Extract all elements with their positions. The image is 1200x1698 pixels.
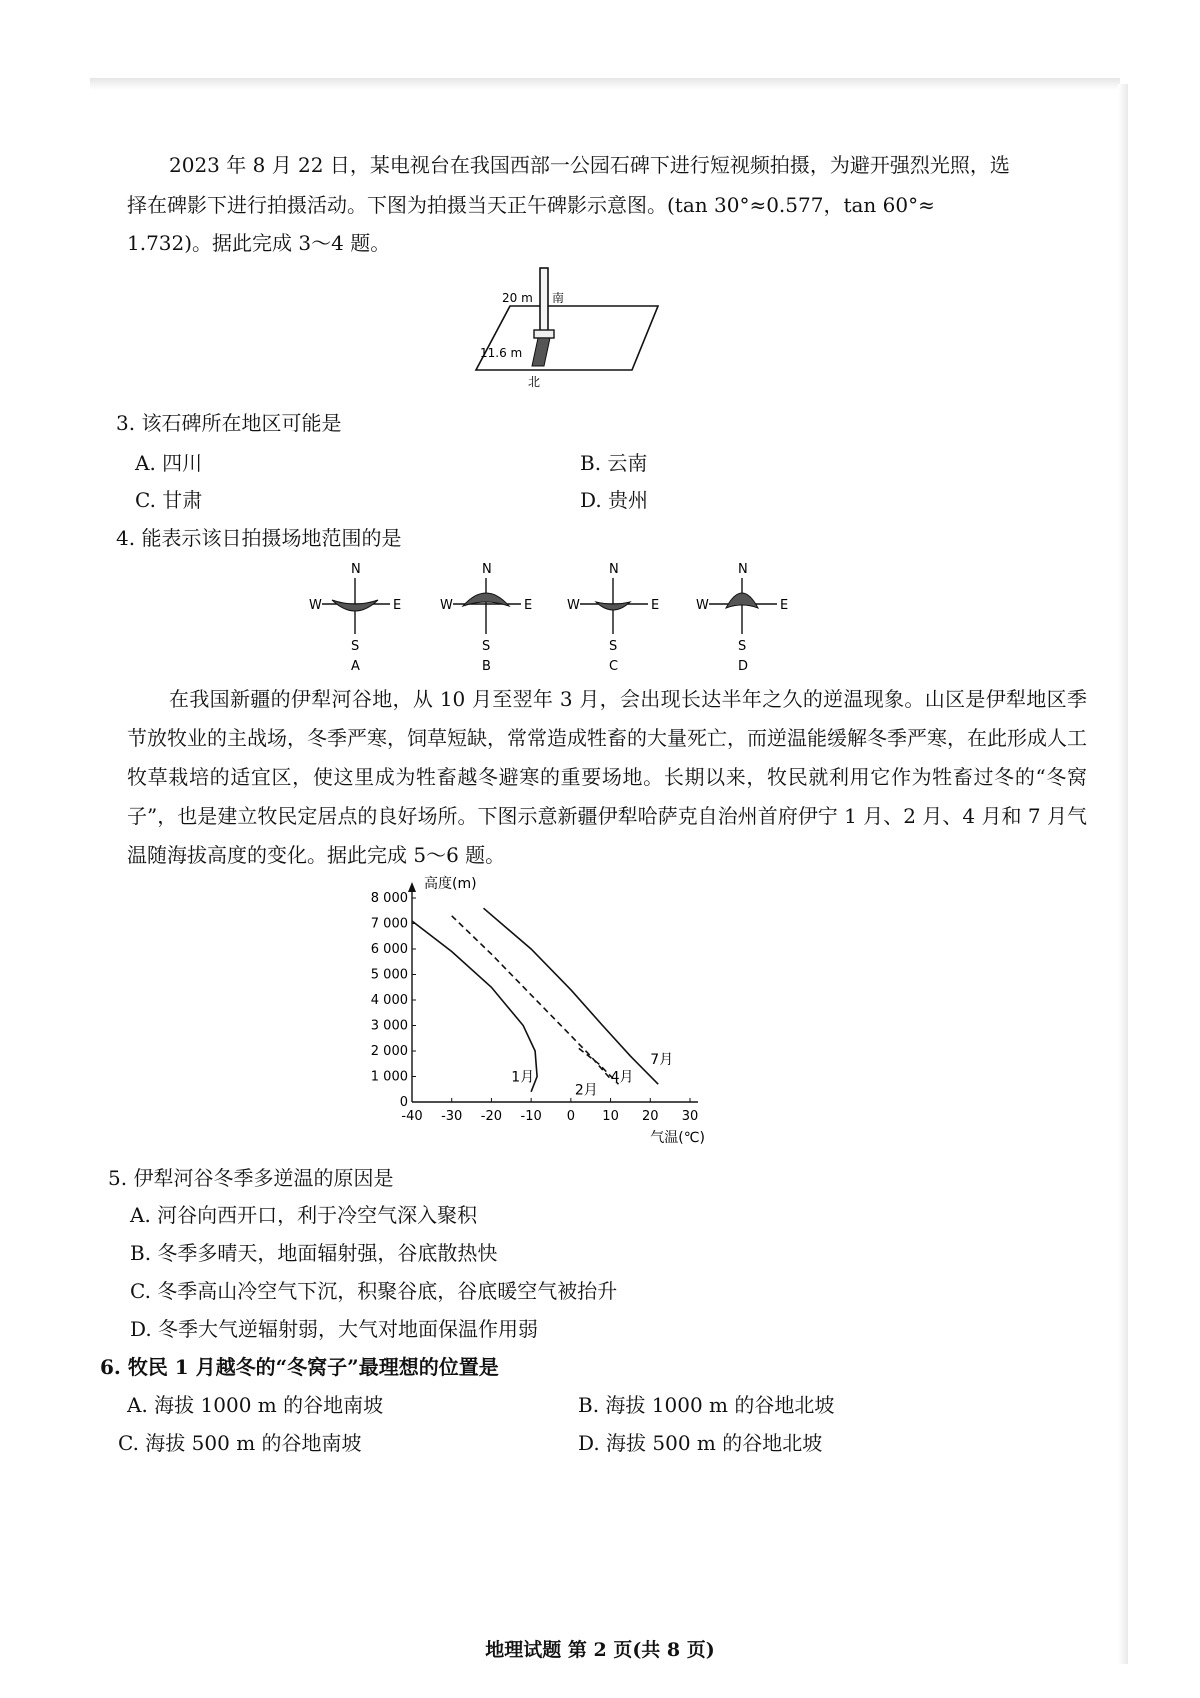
compass-option-a [309, 562, 401, 674]
q6-option-d: D. 海拔 500 m 的谷地北坡 [578, 1431, 823, 1455]
x-axis-label: 气温(℃) [650, 1130, 705, 1146]
x-tick-label: -30 [441, 1109, 463, 1124]
q5-option-d: D. 冬季大气逆辐射弱，大气对地面保温作用弱 [130, 1317, 539, 1341]
y-tick-label: 6 000 [370, 942, 408, 957]
north-label-a: N [351, 562, 361, 577]
north-label-d: N [738, 562, 748, 577]
series-label-2: 4月 [610, 1069, 634, 1086]
compass-option-b [440, 562, 532, 674]
south-label: 南 [552, 291, 565, 305]
page-footer: 地理试题 第 2 页(共 8 页) [485, 1639, 715, 1661]
y-tick-label: 5 000 [370, 967, 408, 983]
south-label-a: S [351, 639, 360, 654]
y-tick-label: 7 000 [370, 916, 408, 932]
south-label-c: S [609, 639, 618, 654]
x-tick-label: -20 [480, 1109, 503, 1124]
option-label-a: A [351, 659, 360, 674]
north-label-b: N [482, 562, 492, 577]
x-tick-label: 10 [602, 1109, 619, 1124]
monument [540, 268, 548, 338]
east-label-d: E [780, 598, 789, 613]
monument-shadow [532, 338, 550, 366]
compass-option-c [567, 562, 659, 674]
series-line-3 [484, 908, 659, 1084]
q6-option-b: B. 海拔 1000 m 的谷地北坡 [578, 1393, 835, 1417]
q3-option-d: D. 贵州 [580, 488, 649, 512]
q6-stem: 6. 牧民 1 月越冬的“冬窝子”最理想的位置是 [100, 1355, 499, 1379]
x-tick-label: 0 [566, 1109, 575, 1124]
y-axis-label: 高度(m) [424, 876, 477, 892]
west-label-d: W [696, 598, 709, 613]
passage2: 在我国新疆的伊犁河谷地，从 10 月至翌年 3 月，会出现长达半年之久的逆温现象。山区是伊犁地区季节放牧业的主战场，冬季严寒，饲草短缺，常常造成牲畜的大量死亡，而逆温能缓解冬季严寒，在此形成人工牧草栽培的适宜区，使这里成为牲畜越冬避寒的重要场地。长期以来，牧民就利用它作为牲畜过冬的“冬窝子”，也是建立牧民定居点的良好场所。下图示意新疆伊犁哈萨克自治州首府伊宁 1 月、2 月、4 月和 7 月气温随海拔高度的变化。据此完成 5～6 题。 [127, 687, 1087, 867]
north-label: 北 [528, 375, 541, 389]
y-tick-label: 4 000 [370, 993, 408, 1008]
monument-shadow-figure [470, 262, 670, 392]
compass-option-d [696, 562, 788, 674]
passage1-line1: 2023 年 8 月 22 日，某电视台在我国西部一公园石碑下进行短视频拍摄，为避开强烈光照，选 [169, 153, 1010, 177]
y-tick-label: 2 000 [370, 1044, 408, 1059]
height-label: 20 m [502, 291, 533, 305]
west-label-c: W [567, 598, 580, 613]
q3-option-a: A. 四川 [135, 451, 203, 475]
x-tick-label: 30 [681, 1109, 699, 1124]
west-label-a: W [309, 598, 322, 613]
temperature-altitude-chart [370, 870, 730, 1160]
y-tick-label: 8 000 [370, 891, 408, 906]
east-label-a: E [393, 598, 402, 613]
north-label-c: N [609, 562, 619, 577]
y-tick-label: 0 [399, 1095, 408, 1110]
x-tick-label: -10 [520, 1109, 542, 1124]
q6-option-c: C. 海拔 500 m 的谷地南坡 [118, 1431, 362, 1455]
scan-top-edge [90, 78, 1120, 90]
q3-option-c: C. 甘肃 [135, 488, 203, 512]
y-tick-label: 1 000 [370, 1069, 408, 1085]
series-label-1: 2月 [574, 1082, 598, 1099]
series-label-3: 7月 [650, 1051, 674, 1068]
option-label-d: D [738, 659, 749, 674]
q5-stem: 5. 伊犁河谷冬季多逆温的原因是 [108, 1166, 394, 1190]
east-label-b: E [524, 598, 533, 613]
q4-stem: 4. 能表示该日拍摄场地范围的是 [116, 526, 402, 550]
scan-right-edge [1118, 84, 1128, 1664]
q5-option-a: A. 河谷向西开口，利于冷空气深入聚积 [130, 1203, 478, 1227]
south-label-d: S [738, 639, 747, 654]
passage1-line3: 1.732)。据此完成 3～4 题。 [127, 231, 391, 255]
option-label-c: C [609, 659, 619, 674]
x-tick-label: -40 [401, 1109, 423, 1124]
series-line-0 [412, 921, 537, 1092]
y-tick-label: 3 000 [370, 1018, 408, 1034]
q3-option-b: B. 云南 [580, 451, 648, 475]
passage1-line2: 择在碑影下进行拍摄活动。下图为拍摄当天正午碑影示意图。(tan 30°≈0.577，tan 60°≈ [127, 193, 935, 217]
west-label-b: W [440, 598, 453, 613]
q5-option-c: C. 冬季高山冷空气下沉，积聚谷底，谷底暖空气被抬升 [130, 1279, 618, 1303]
q3-stem: 3. 该石碑所在地区可能是 [116, 411, 342, 435]
x-tick-label: 20 [642, 1109, 659, 1124]
south-label-b: S [482, 639, 491, 654]
option-label-b: B [482, 659, 491, 674]
q6-option-a: A. 海拔 1000 m 的谷地南坡 [127, 1393, 384, 1417]
compass-options-figure [300, 558, 810, 676]
east-label-c: E [651, 598, 660, 613]
ground-plane [476, 306, 658, 370]
series-label-0: 1月 [511, 1069, 535, 1086]
y-axis-arrow [408, 882, 416, 892]
monument-base [534, 330, 554, 338]
q5-option-b: B. 冬季多晴天，地面辐射强，谷底散热快 [130, 1241, 498, 1265]
shadow-length-label: 11.6 m [480, 346, 523, 360]
